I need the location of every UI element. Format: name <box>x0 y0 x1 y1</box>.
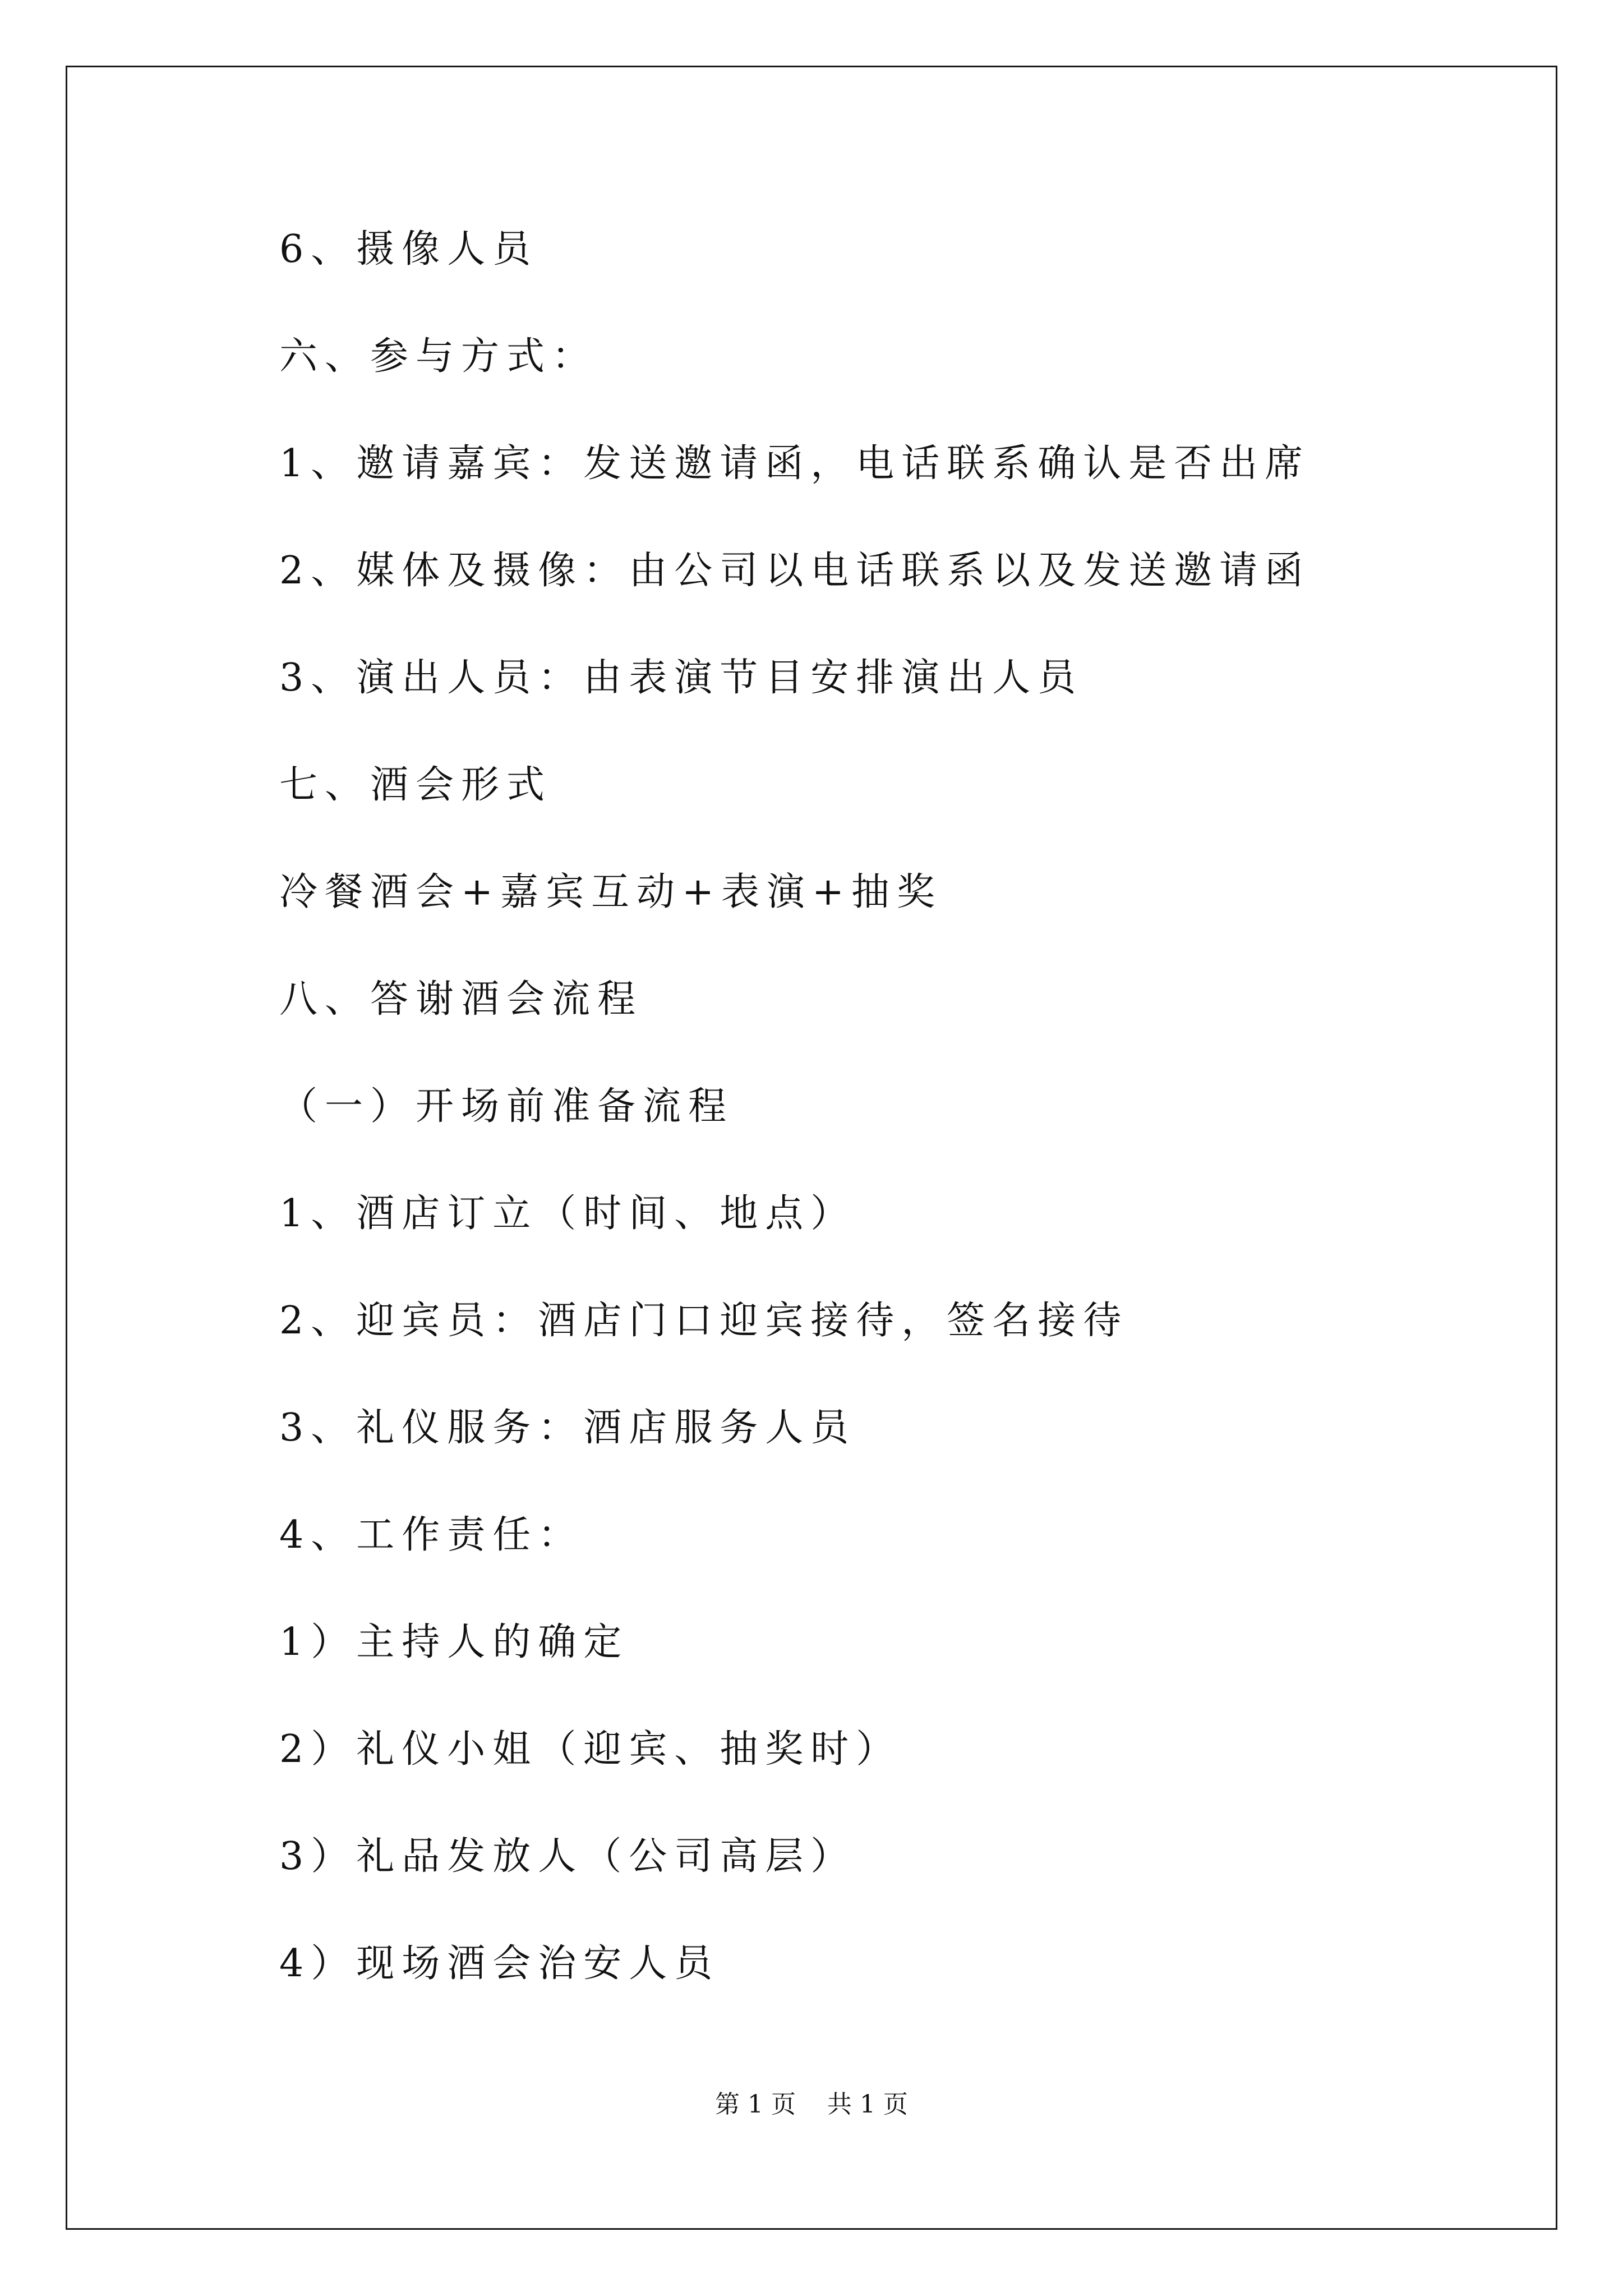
subsection-heading: （一）开场前准备流程 <box>279 1084 734 1129</box>
document-line: 3、演出人员：由表演节目安排演出人员 <box>279 656 1083 700</box>
section-heading: 八、答谢酒会流程 <box>279 977 643 1022</box>
document-body <box>279 224 1457 2046</box>
document-line: 1、邀请嘉宾：发送邀请函，电话联系确认是否出席 <box>279 441 1311 486</box>
document-line: 3、礼仪服务：酒店服务人员 <box>279 1406 856 1450</box>
document-line: 4）现场酒会治安人员 <box>279 1941 720 1986</box>
document-line: 2、迎宾员：酒店门口迎宾接待，签名接待 <box>279 1299 1129 1343</box>
document-line: 1、酒店订立（时间、地点） <box>279 1191 856 1236</box>
document-line: 3）礼品发放人（公司高层） <box>279 1834 856 1879</box>
document-line: 2）礼仪小姐（迎宾、抽奖时） <box>279 1727 902 1772</box>
document-line: 6、摄像人员 <box>279 227 538 272</box>
document-line: 2、媒体及摄像：由公司以电话联系以及发送邀请函 <box>279 549 1311 593</box>
document-line: 1）主持人的确定 <box>279 1620 629 1664</box>
document-line: 冷餐酒会+嘉宾互动+表演+抽奖 <box>279 870 942 914</box>
document-line: 4、工作责任： <box>279 1513 584 1557</box>
section-heading: 六、参与方式： <box>279 334 598 379</box>
page-number-footer: 第 1 页 共 1 页 <box>715 2090 908 2119</box>
section-heading: 七、酒会形式 <box>279 763 552 807</box>
